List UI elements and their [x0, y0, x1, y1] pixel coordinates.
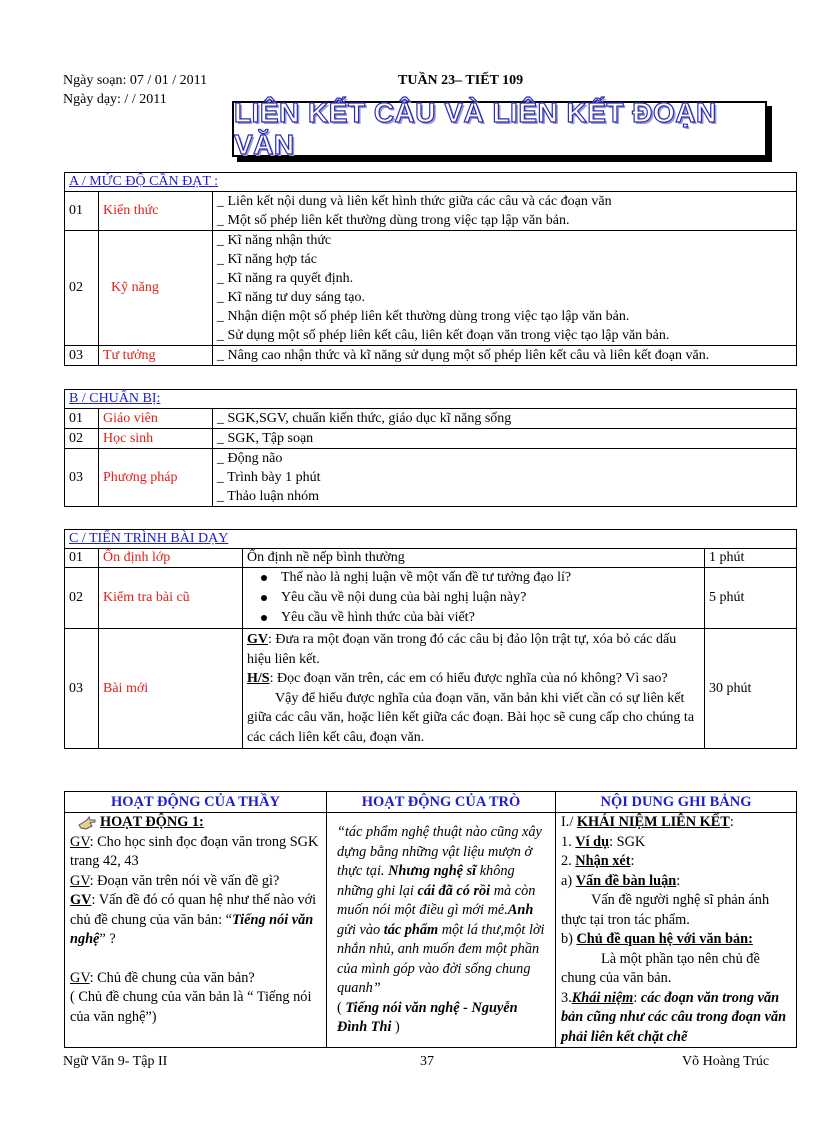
pointing-hand-icon: [78, 816, 96, 830]
row-num: 03: [65, 449, 99, 507]
content-on-dinh: Ổn định nề nếp bình thường: [243, 549, 705, 568]
footer-left: Ngữ Văn 9- Tập II: [63, 1054, 168, 1069]
bai-moi-content: GV: Đưa ra một đoạn văn trong đó các câu bị đảo lộn trật tự, xóa bỏ các dấu hiệu liên kết. H/S: Đọc đoạn văn trên, các em có hiểu được nghĩa của nó không? Vì sao? Vậy để hiểu được nghĩa của đoạn văn, văn bản khi viết cần có sự liên kết giữa các câu văn, hoặc liên kết giữa các đoạn. Bài học sẽ cung cấp cho chúng ta các cách liên kết câu, đoạn văn.: [243, 629, 705, 749]
bullet-item: Thế nào là nghị luận về một vấn đề tư tưởng đạo lí?: [243, 568, 704, 588]
row-label-giao-vien: Giáo viên: [99, 409, 213, 429]
time-label: 1 phút: [705, 549, 797, 568]
content-line: _ SGK, Tập soạn: [217, 431, 314, 446]
row-label-on-dinh: Ổn định lớp: [99, 549, 243, 568]
content-line: _ Kĩ năng tư duy sáng tạo.: [217, 290, 365, 305]
bullet-item: Yêu cầu về hình thức của bài viết?: [243, 608, 704, 628]
content-line: _ Sử dụng một số phép liên kết câu, liên kết đoạn văn trong việc tạo lập văn bản.: [217, 328, 670, 343]
content-line: _ Kĩ năng nhận thức: [217, 233, 332, 248]
row-num: 01: [65, 192, 99, 231]
section-b-title: B / CHUẨN BỊ:: [65, 390, 797, 409]
hs-label: H/S: [247, 671, 270, 686]
time-label: 30 phút: [705, 629, 797, 749]
content-line: _ Nhận diện một số phép liên kết thường dùng trong việc tạo lập văn bản.: [217, 309, 630, 324]
gv-label: GV: [247, 632, 268, 647]
row-num: 02: [65, 568, 99, 629]
row-num: 02: [65, 231, 99, 346]
row-num: 03: [65, 629, 99, 749]
bullet-icon: [261, 595, 267, 601]
content-line: _ Một số phép liên kết thường dùng trong việc tạp lập văn bản.: [217, 213, 570, 228]
intro-text: Vậy để hiểu được nghĩa của đoạn văn, văn bản khi viết cần có sự liên kết giữa các câu văn, hoặc liên kết giữa các đoạn. Bài học sẽ cung cấp cho chúng ta các cách liên kết câu, đoạn văn.: [247, 690, 695, 745]
section-c-title: C / TIẾN TRÌNH BÀI DẠY: [65, 530, 797, 549]
bullet-icon: [261, 615, 267, 621]
content-line: _ Động não: [217, 451, 283, 466]
bullet-icon: [261, 575, 267, 581]
row-num: 02: [65, 429, 99, 449]
ngay-day: Ngày dạy: / / 2011: [63, 92, 167, 107]
ngay-soan: Ngày soạn: 07 / 01 / 2011: [63, 73, 208, 88]
tuan-tiet: TUẦN 23– TIẾT 109: [398, 73, 524, 88]
header-teacher: HOẠT ĐỘNG CỦA THẦY: [65, 792, 327, 813]
lesson-title-box: [232, 97, 767, 160]
hoat-dong-label: HOẠT ĐỘNG 1:: [100, 814, 204, 830]
content-line: _ Liên kết nội dung và liên kết hình thức giữa các câu và các đoạn văn: [217, 194, 612, 209]
content-line: _ SGK,SGV, chuẩn kiến thức, giáo dục kĩ năng sống: [217, 411, 512, 426]
row-label-tu-tuong: Tư tưởng: [99, 346, 213, 366]
section-a-table: [64, 172, 797, 366]
row-num: 01: [65, 549, 99, 568]
row-label-hoc-sinh: Học sinh: [99, 429, 213, 449]
page-number: 37: [420, 1054, 434, 1069]
row-num: 01: [65, 409, 99, 429]
content-line: _ Nâng cao nhận thức và kĩ năng sử dụng một số phép liên kết câu và liên kết đoạn văn.: [217, 348, 710, 363]
header-board: NỘI DUNG GHI BẢNG: [556, 792, 797, 813]
header-student: HOẠT ĐỘNG CỦA TRÒ: [327, 792, 556, 813]
section-a-title: A / MỨC ĐỘ CẦN ĐẠT :: [65, 173, 797, 192]
row-num: 03: [65, 346, 99, 366]
row-label-kiem-tra: Kiểm tra bài cũ: [99, 568, 243, 629]
answer-text: ( Chủ đề chung của văn bản là “ Tiếng nói của văn nghệ”): [70, 989, 312, 1025]
content-line: _ Trình bày 1 phút: [217, 470, 321, 485]
bullet-item: Yêu cầu về nội dung của bài nghị luận này?: [243, 588, 704, 608]
teacher-column: HOẠT ĐỘNG 1: GV: Cho học sinh đọc đoạn văn trong SGK trang 42, 43 GV: Đoạn văn trên nói về vấn đề gì? GV: Vấn đề đó có quan hệ như thế nào với chủ đề chung của văn bản: “Tiếng nói văn nghệ” ? GV: Chủ đề chung của văn bản? ( Chủ đề chung của văn bản là “ Tiếng nói của văn nghệ”): [65, 813, 327, 1048]
section-c-table: [64, 529, 797, 749]
row-label-bai-moi: Bài mới: [99, 629, 243, 749]
activities-table: [64, 791, 797, 1048]
section-b-table: [64, 389, 797, 507]
content-line: _ Thảo luận nhóm: [217, 489, 320, 504]
footer-right: Võ Hoàng Trúc: [682, 1054, 770, 1069]
content-line: _ Kĩ năng ra quyết định.: [217, 271, 354, 286]
row-label-kien-thuc: Kiến thức: [99, 192, 213, 231]
row-label-ky-nang: Kỹ năng: [99, 231, 213, 346]
content-line: _ Kĩ năng hợp tác: [217, 252, 317, 267]
row-label-phuong-phap: Phương pháp: [99, 449, 213, 507]
time-label: 5 phút: [705, 568, 797, 629]
lesson-title: LIÊN KẾT CÂU VÀ LIÊN KẾT ĐOẠN VĂN: [234, 97, 717, 160]
board-column: I./ KHÁI NIỆM LIÊN KẾT: 1. Ví dụ: SGK 2. Nhận xét: a) Vấn đề bàn luận: Vấn đề người nghệ sĩ phản ánh thực tại tron tác phẩm. b) Chủ đề quan hệ với văn bản: Là một phần tạo nên chủ đề chung của văn bản. 3.Khái niệm: các đoạn văn trong văn bản cũng như các câu trong đoạn văn phải liên kết chặt chẽ: [556, 813, 797, 1048]
student-column: “tác phẩm nghệ thuật nào cũng xây dựng bằng những vật liệu mượn ở thực tại. Nhưng nghệ sĩ không những ghi lại cái đã có rồi mà còn muốn nói một điều gì mới mẻ.Anh gửi vào tác phẩm một lá thư,một lời nhắn nhủ, anh muốn đem một phần của mình góp vào đời sống chung quanh” ( Tiếng nói văn nghệ - Nguyễn Đình Thi ): [327, 813, 556, 1048]
